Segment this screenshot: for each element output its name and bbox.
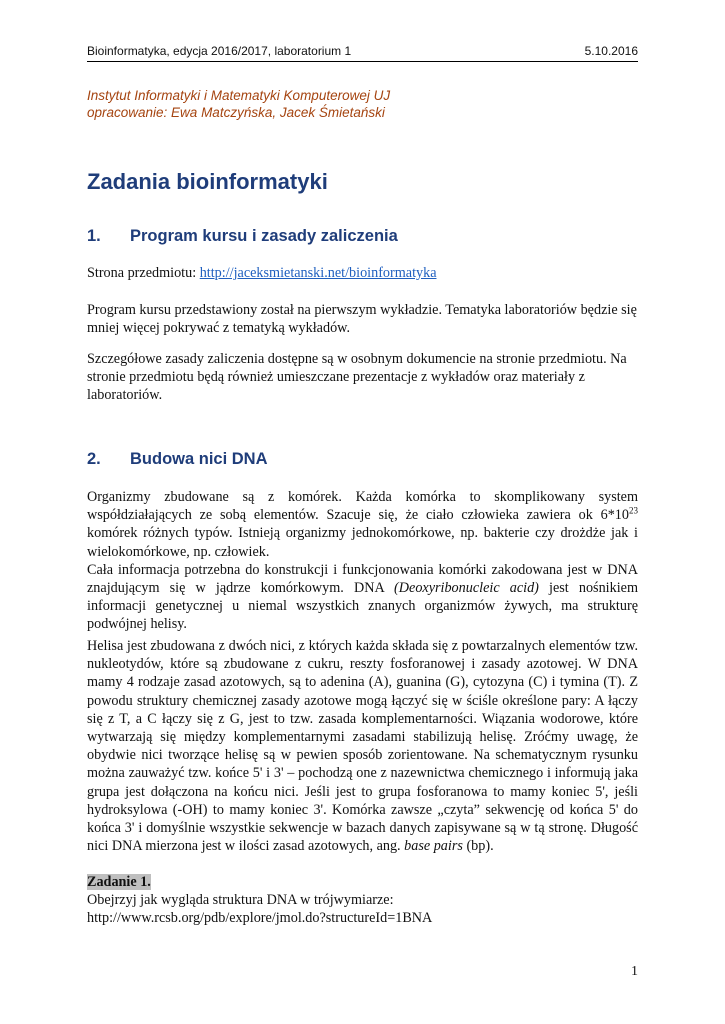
task-1-instruction: Obejrzyj jak wygląda struktura DNA w trójwymiarze: <box>87 892 394 909</box>
institute-name: Instytut Informatyki i Matematyki Komputerowej UJ <box>87 88 391 103</box>
document-title: Zadania bioinformatyki <box>87 169 328 194</box>
section-1-number: 1. <box>87 227 101 245</box>
paragraph-text: Cała informacja potrzebna do konstrukcji i funkcjonowania komórki zakodowana jest w DNA znajdującym się w jądrze komórkowym. DNA <box>87 561 638 597</box>
course-site-link[interactable]: http://jaceksmietanski.net/bioinformatyka <box>199 265 437 281</box>
course-site-label: Strona przedmiotu: <box>87 265 200 281</box>
header-course: Bioinformatyka, edycja 2016/2017, laboratorium 1 <box>87 44 352 58</box>
task-1-url[interactable]: http://www.rcsb.org/pdb/explore/jmol.do?structureId=1BNA <box>87 910 433 927</box>
course-site-paragraph <box>87 264 638 282</box>
paragraph-text: Organizmy zbudowane są z komórek. Każda komórka to skomplikowany system współdziałających ze sobą elementów. Szacuje się, że ciało człowieka zawiera ok 6*10 <box>87 489 638 524</box>
section-2-paragraph-3 <box>87 637 638 855</box>
institute-block <box>87 87 647 121</box>
page-number: 1 <box>631 964 638 979</box>
section-2-paragraph-1 <box>87 488 638 561</box>
paragraph-text: Helisa jest zbudowana z dwóch nici, z których każda składa się z powtarzalnych elementów tzw. nukleotydów, które są zbudowane z cukru, reszty fosforanowej i zasady azotowej. W DNA mamy 4 rodzaje zasad azotowych, są to adenina (A), guanina (G), cytozyna (C) i tymina (T). Z powodu struktury chemicznej zasady azotowe mogą łączyć się w ściśle określone pary: A łączy się z T, a C łączy się z G, jest to tzw. zasada komplementarności. Wiązania wodorowe, które wytwarzają się między komplementarnymi zasadami stabilizują helisę. Zróćmy uwagę, że obydwie nici tworzące helisę są w pewien sposób zorientowane. Na schematycznym rysunku można zauważyć tzw. końce 5' i 3' – pochodzą one z nazewnictwa chemicznego i informują jaka grupa jest dołączona na końcu nici. Jeśli jest to grupa fosforanowa to mamy koniec 5', jeśli hydroksylowa (-OH) to mamy koniec 3'. Komórka zawsze „czyta” sekwencję od końca 5' do końca 3' i domyślnie wszystkie sekwencje w bazach danych zapisywane są w tą stronę. Długość nici DNA mierzona jest w ilości zasad azotowych, ang. <box>87 638 638 855</box>
paragraph-text: komórek różnych typów. Istnieją organizmy jednokomórkowe, np. bakterie czy drożdże jak i wielokomórkowe, np. człowiek. <box>87 525 638 560</box>
paragraph-text: jest nośnikiem informacji genetycznej u niemal wszystkich znanych organizmów żywych, ma strukturę podwójnej helisy. <box>87 580 638 633</box>
section-2-paragraph-2 <box>87 561 638 634</box>
task-1-block <box>87 873 638 928</box>
page-header <box>87 44 638 58</box>
section-1-paragraph-2: Szczegółowe zasady zaliczenia dostępne są w osobnym dokumencie na stronie przedmiotu. Na stronie przedmiotu będą również umieszczane prezentacje z wykładów oraz materiały z laboratoriów. <box>87 351 627 404</box>
authors-line: opracowanie: Ewa Matczyńska, Jacek Śmietański <box>87 105 385 120</box>
section-2-paragraphs-1-2 <box>87 488 638 634</box>
section-1-paragraph-1: Program kursu przedstawiony został na pierwszym wykładzie. Tematyka laboratoriów będzie się mniej więcej pokrywać z tematyką wykładów. <box>87 302 637 337</box>
exponent: 23 <box>629 505 638 516</box>
paragraph-text: (bp). <box>462 838 494 855</box>
italic-term: base pairs <box>404 838 463 855</box>
section-2-title: Budowa nici DNA <box>130 450 268 468</box>
header-divider <box>87 61 638 62</box>
section-1-title: Program kursu i zasady zaliczenia <box>130 227 398 245</box>
section-2-heading <box>87 450 268 469</box>
italic-term: (Deoxyribonucleic acid) <box>394 580 539 597</box>
header-date: 5.10.2016 <box>584 44 638 58</box>
section-1-heading <box>87 227 398 246</box>
task-1-label: Zadanie 1. <box>87 874 151 890</box>
section-2-number: 2. <box>87 450 101 468</box>
